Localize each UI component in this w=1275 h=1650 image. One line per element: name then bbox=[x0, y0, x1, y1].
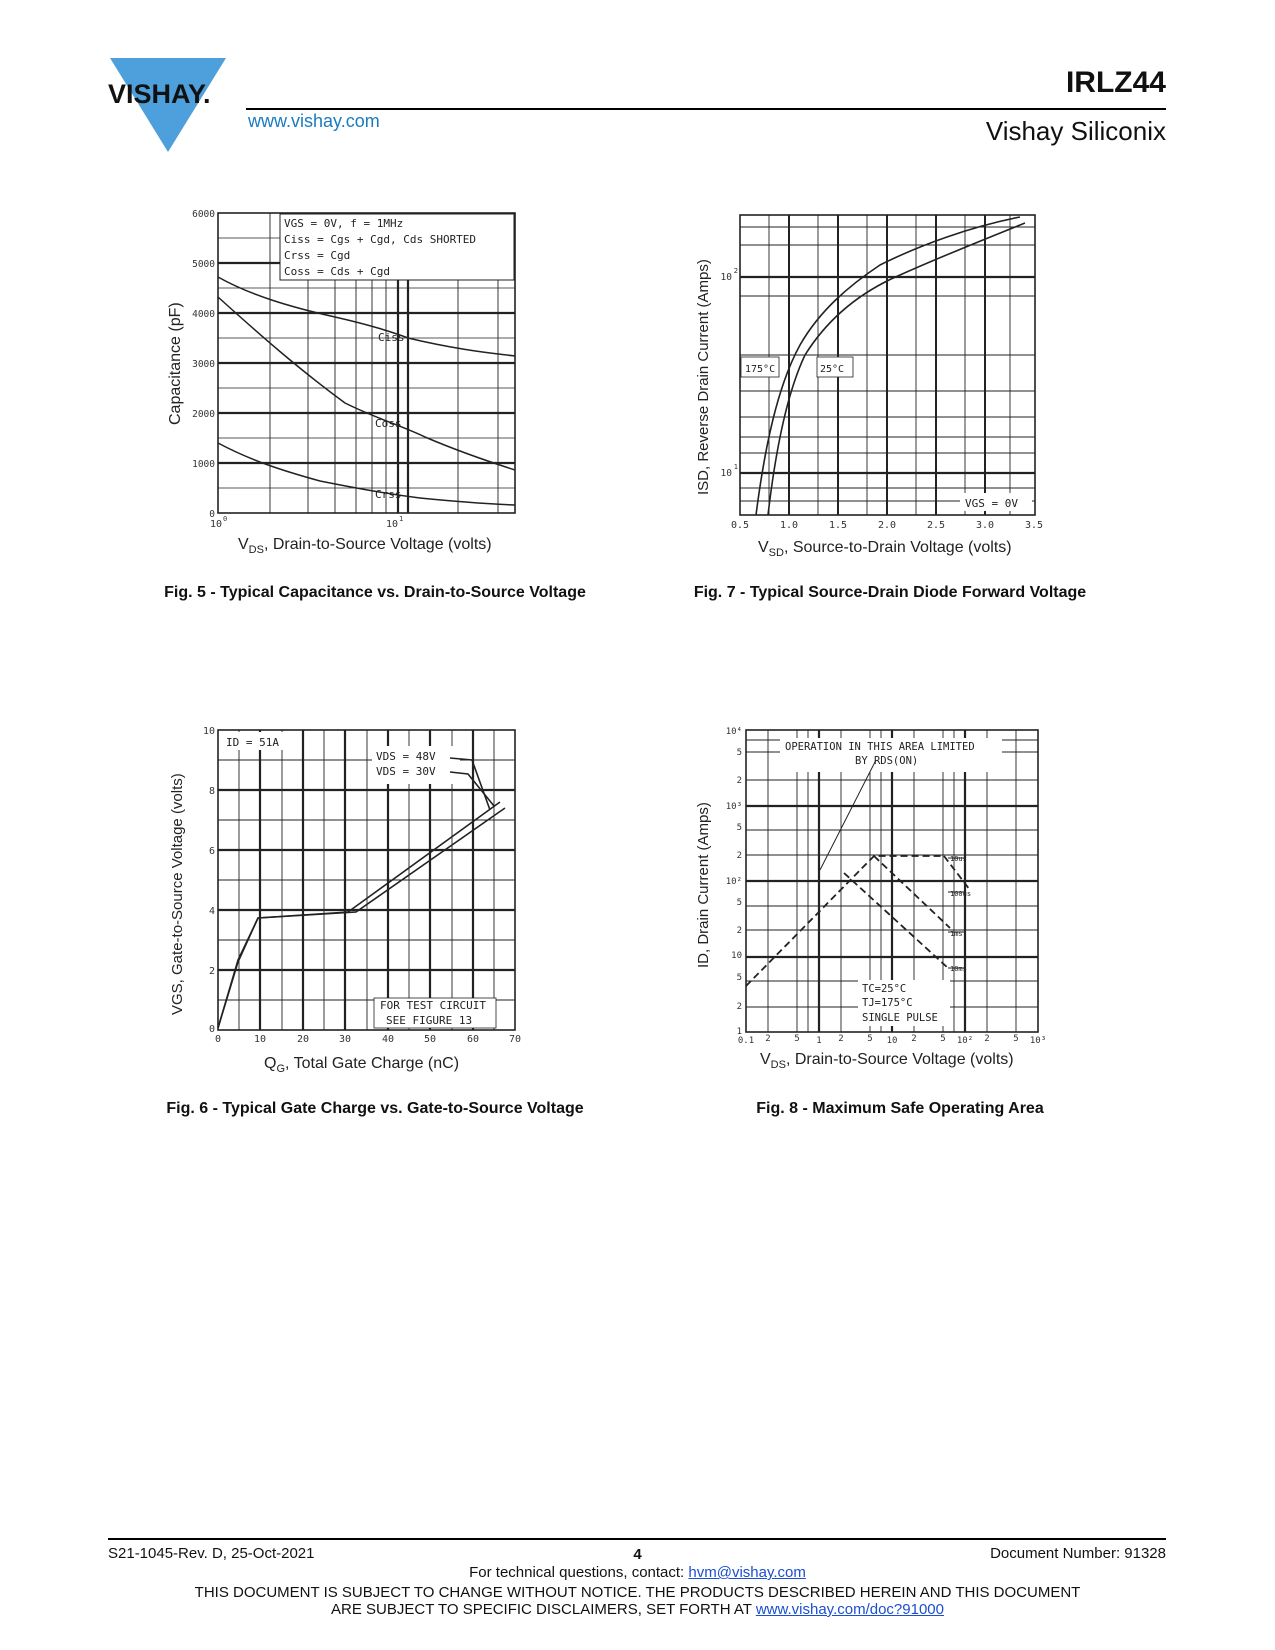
fig7-xtick: 1.0 bbox=[779, 520, 799, 531]
fig8-pulse-label: 100us bbox=[950, 890, 972, 898]
fig6-xlabel: $Q_G$, Total Gate Charge (nC) bbox=[264, 1055, 460, 1075]
fig6-vds-48v: VDS = 48V bbox=[376, 750, 436, 763]
revision-info: S21-1045-Rev. D, 25-Oct-2021 bbox=[108, 1545, 315, 1562]
fig6-test-circuit-note: SEE FIGURE 13 bbox=[386, 1014, 473, 1027]
fig7-xlabel: $V_{SD}$, Source-to-Drain Voltage (volts) bbox=[758, 539, 1012, 559]
fig6-xtick: 40 bbox=[381, 1034, 395, 1045]
fig7-xtick: 2.5 bbox=[926, 520, 946, 531]
fig6-vds-30v: VDS = 30V bbox=[376, 765, 436, 778]
contact-line bbox=[0, 1564, 1275, 1581]
fig8-ytick: 1 bbox=[736, 1027, 742, 1037]
fig7-xtick: 3.5 bbox=[1024, 520, 1044, 531]
fig8-pulse-label: 10us bbox=[950, 855, 967, 863]
fig7-xtick: 1.5 bbox=[828, 520, 848, 531]
disclaimer-link[interactable]: www.vishay.com/doc?91000 bbox=[755, 1601, 944, 1618]
fig5-ytick: 2000 bbox=[192, 409, 215, 420]
fig7-ytick-exp: 2 bbox=[733, 267, 738, 275]
fig5-caption: Fig. 5 - Typical Capacitance vs. Drain-to-Source Voltage bbox=[164, 584, 586, 601]
fig5-ytick: 5000 bbox=[192, 259, 215, 270]
fig6-ytick: 6 bbox=[208, 846, 215, 857]
contact-email-link[interactable]: hvm@vishay.com bbox=[688, 1564, 806, 1581]
part-number: IRLZ44 bbox=[1065, 66, 1166, 99]
fig5-xlabel: $V_{DS}$, Drain-to-Source Voltage (volts) bbox=[238, 536, 492, 556]
fig5-ciss-label: Ciss bbox=[378, 331, 405, 344]
fig6-xtick: 0 bbox=[214, 1034, 222, 1045]
manufacturer: Vishay Siliconix bbox=[985, 116, 1166, 146]
fig6-xtick: 60 bbox=[466, 1034, 480, 1045]
fig8-area-note: BY RDS(ON) bbox=[855, 755, 919, 767]
fig7-ytick: 10 bbox=[720, 272, 732, 283]
fig8-pulse-label: 1ms bbox=[950, 930, 963, 938]
fig5-ylabel: Capacitance (pF) bbox=[167, 302, 184, 425]
fig6-chart bbox=[160, 720, 550, 1100]
fig7-caption: Fig. 7 - Typical Source-Drain Diode Forward Voltage bbox=[693, 584, 1087, 601]
fig6-ytick: 8 bbox=[208, 786, 215, 797]
fig5-ytick: 4000 bbox=[192, 309, 215, 320]
fig8-condition: SINGLE PULSE bbox=[862, 1012, 938, 1024]
fig5-coss-label: Coss bbox=[375, 417, 402, 430]
fig8-xtick: 5 bbox=[940, 1034, 946, 1044]
fig5-crss-label: Crss bbox=[375, 488, 402, 501]
fig8-pulse-label: 10ms bbox=[950, 965, 967, 973]
fig6-caption: Fig. 6 - Typical Gate Charge vs. Gate-to-Source Voltage bbox=[166, 1100, 584, 1117]
fig8-xlabel: $V_{DS}$, Drain-to-Source Voltage (volts) bbox=[760, 1051, 1014, 1071]
fig8-condition: TC=25°C bbox=[862, 983, 907, 995]
fig6-xtick: 10 bbox=[253, 1034, 267, 1045]
fig6-id-label: ID = 51A bbox=[226, 736, 279, 749]
fig6-xtick: 70 bbox=[508, 1034, 522, 1045]
fig5-ytick: 3000 bbox=[192, 359, 215, 370]
fig7-xtick: 2.0 bbox=[877, 520, 897, 531]
fig7-ytick-exp: 1 bbox=[733, 463, 738, 471]
disclaimer-line bbox=[0, 1601, 1275, 1618]
fig8-xtick: 2 bbox=[984, 1034, 990, 1044]
fig5-xtick-exp: 0 bbox=[223, 515, 228, 523]
fig8-ytick: 10⁴ bbox=[725, 727, 742, 737]
fig8-xtick: 5 bbox=[794, 1034, 800, 1044]
fig7-xtick: 0.5 bbox=[730, 520, 750, 531]
fig5-xtick: 10 bbox=[386, 519, 399, 530]
fig5-legend-line: Coss = Cds + Cgd bbox=[284, 265, 390, 278]
fig7-xtick: 3.0 bbox=[975, 520, 995, 531]
fig8-xtick: 2 bbox=[911, 1034, 917, 1044]
fig8-xtick: 10² bbox=[956, 1036, 974, 1046]
fig7-ytick: 10 bbox=[720, 468, 732, 479]
fig8-ytick: 5 bbox=[736, 823, 742, 833]
fig8-xtick: 10 bbox=[886, 1036, 898, 1046]
fig6-ylabel: VGS, Gate-to-Source Voltage (volts) bbox=[169, 773, 186, 1015]
fig6-ytick: 10 bbox=[202, 726, 215, 737]
fig8-xtick: 5 bbox=[1013, 1034, 1019, 1044]
footer-rule bbox=[108, 1538, 1166, 1540]
disclaimer-text: ARE SUBJECT TO SPECIFIC DISCLAIMERS, SET FORTH AT bbox=[331, 1601, 756, 1618]
fig5-chart bbox=[160, 205, 550, 585]
website-link[interactable]: www.vishay.com bbox=[248, 111, 380, 131]
fig8-ytick: 2 bbox=[736, 776, 742, 786]
fig8-ytick: 10³ bbox=[725, 802, 742, 812]
fig7-chart bbox=[690, 205, 1090, 585]
fig8-area-note: OPERATION IN THIS AREA LIMITED bbox=[785, 741, 975, 753]
fig6-xtick: 30 bbox=[338, 1034, 352, 1045]
fig5-xtick-exp: 1 bbox=[399, 515, 404, 523]
fig6-ytick: 4 bbox=[208, 906, 215, 917]
fig5-ytick: 6000 bbox=[192, 209, 215, 220]
fig5-ytick: 0 bbox=[209, 509, 215, 520]
fig8-ytick: 10² bbox=[725, 877, 742, 887]
fig8-ytick: 10 bbox=[731, 951, 742, 961]
fig5-legend-line: VGS = 0V, f = 1MHz bbox=[284, 217, 404, 230]
fig8-xtick: 2 bbox=[765, 1034, 771, 1044]
fig8-xtick: 1 bbox=[816, 1036, 822, 1046]
fig7-25c-label: 25°C bbox=[820, 364, 845, 375]
document-number: Document Number: 91328 bbox=[990, 1545, 1166, 1562]
fig8-ytick: 2 bbox=[736, 1002, 742, 1012]
contact-prefix: For technical questions, contact: bbox=[469, 1564, 689, 1581]
header-rule bbox=[246, 108, 1166, 110]
fig5-ytick: 1000 bbox=[192, 459, 215, 470]
fig5-xtick: 10 bbox=[210, 519, 223, 530]
logo-text: VISHAY. bbox=[108, 79, 211, 109]
vishay-logo bbox=[108, 58, 228, 158]
fig8-condition: TJ=175°C bbox=[862, 997, 913, 1009]
fig8-caption: Fig. 8 - Maximum Safe Operating Area bbox=[756, 1100, 1044, 1117]
fig8-ytick: 5 bbox=[736, 748, 742, 758]
fig8-xtick: 0.1 bbox=[737, 1036, 755, 1046]
disclaimer bbox=[0, 1584, 1275, 1618]
fig6-xtick: 20 bbox=[296, 1034, 310, 1045]
fig8-ylabel: ID, Drain Current (Amps) bbox=[695, 802, 712, 968]
fig8-ytick: 2 bbox=[736, 851, 742, 861]
disclaimer-line: THIS DOCUMENT IS SUBJECT TO CHANGE WITHOUT NOTICE. THE PRODUCTS DESCRIBED HEREIN AND THIS DOCUMENT bbox=[194, 1584, 1081, 1601]
fig8-chart bbox=[690, 718, 1090, 1098]
fig7-175c-label: 175°C bbox=[745, 364, 776, 375]
fig6-ytick: 2 bbox=[208, 966, 215, 977]
fig6-xtick: 50 bbox=[423, 1034, 437, 1045]
fig8-xtick: 5 bbox=[867, 1034, 873, 1044]
fig8-xtick: 2 bbox=[838, 1034, 844, 1044]
fig6-ytick: 0 bbox=[208, 1024, 215, 1035]
fig8-xtick: 10³ bbox=[1029, 1036, 1047, 1046]
fig7-vgs-label: VGS = 0V bbox=[965, 497, 1018, 510]
fig8-ytick: 5 bbox=[736, 898, 742, 908]
fig8-ytick: 5 bbox=[736, 973, 742, 983]
fig5-legend-line: Crss = Cgd bbox=[284, 249, 351, 262]
fig5-legend-line: Ciss = Cgs + Cgd, Cds SHORTED bbox=[284, 233, 477, 246]
page-number: 4 bbox=[633, 1546, 642, 1563]
fig7-ylabel: ISD, Reverse Drain Current (Amps) bbox=[695, 259, 712, 495]
fig6-test-circuit-note: FOR TEST CIRCUIT bbox=[380, 999, 486, 1012]
fig8-ytick: 2 bbox=[736, 926, 742, 936]
